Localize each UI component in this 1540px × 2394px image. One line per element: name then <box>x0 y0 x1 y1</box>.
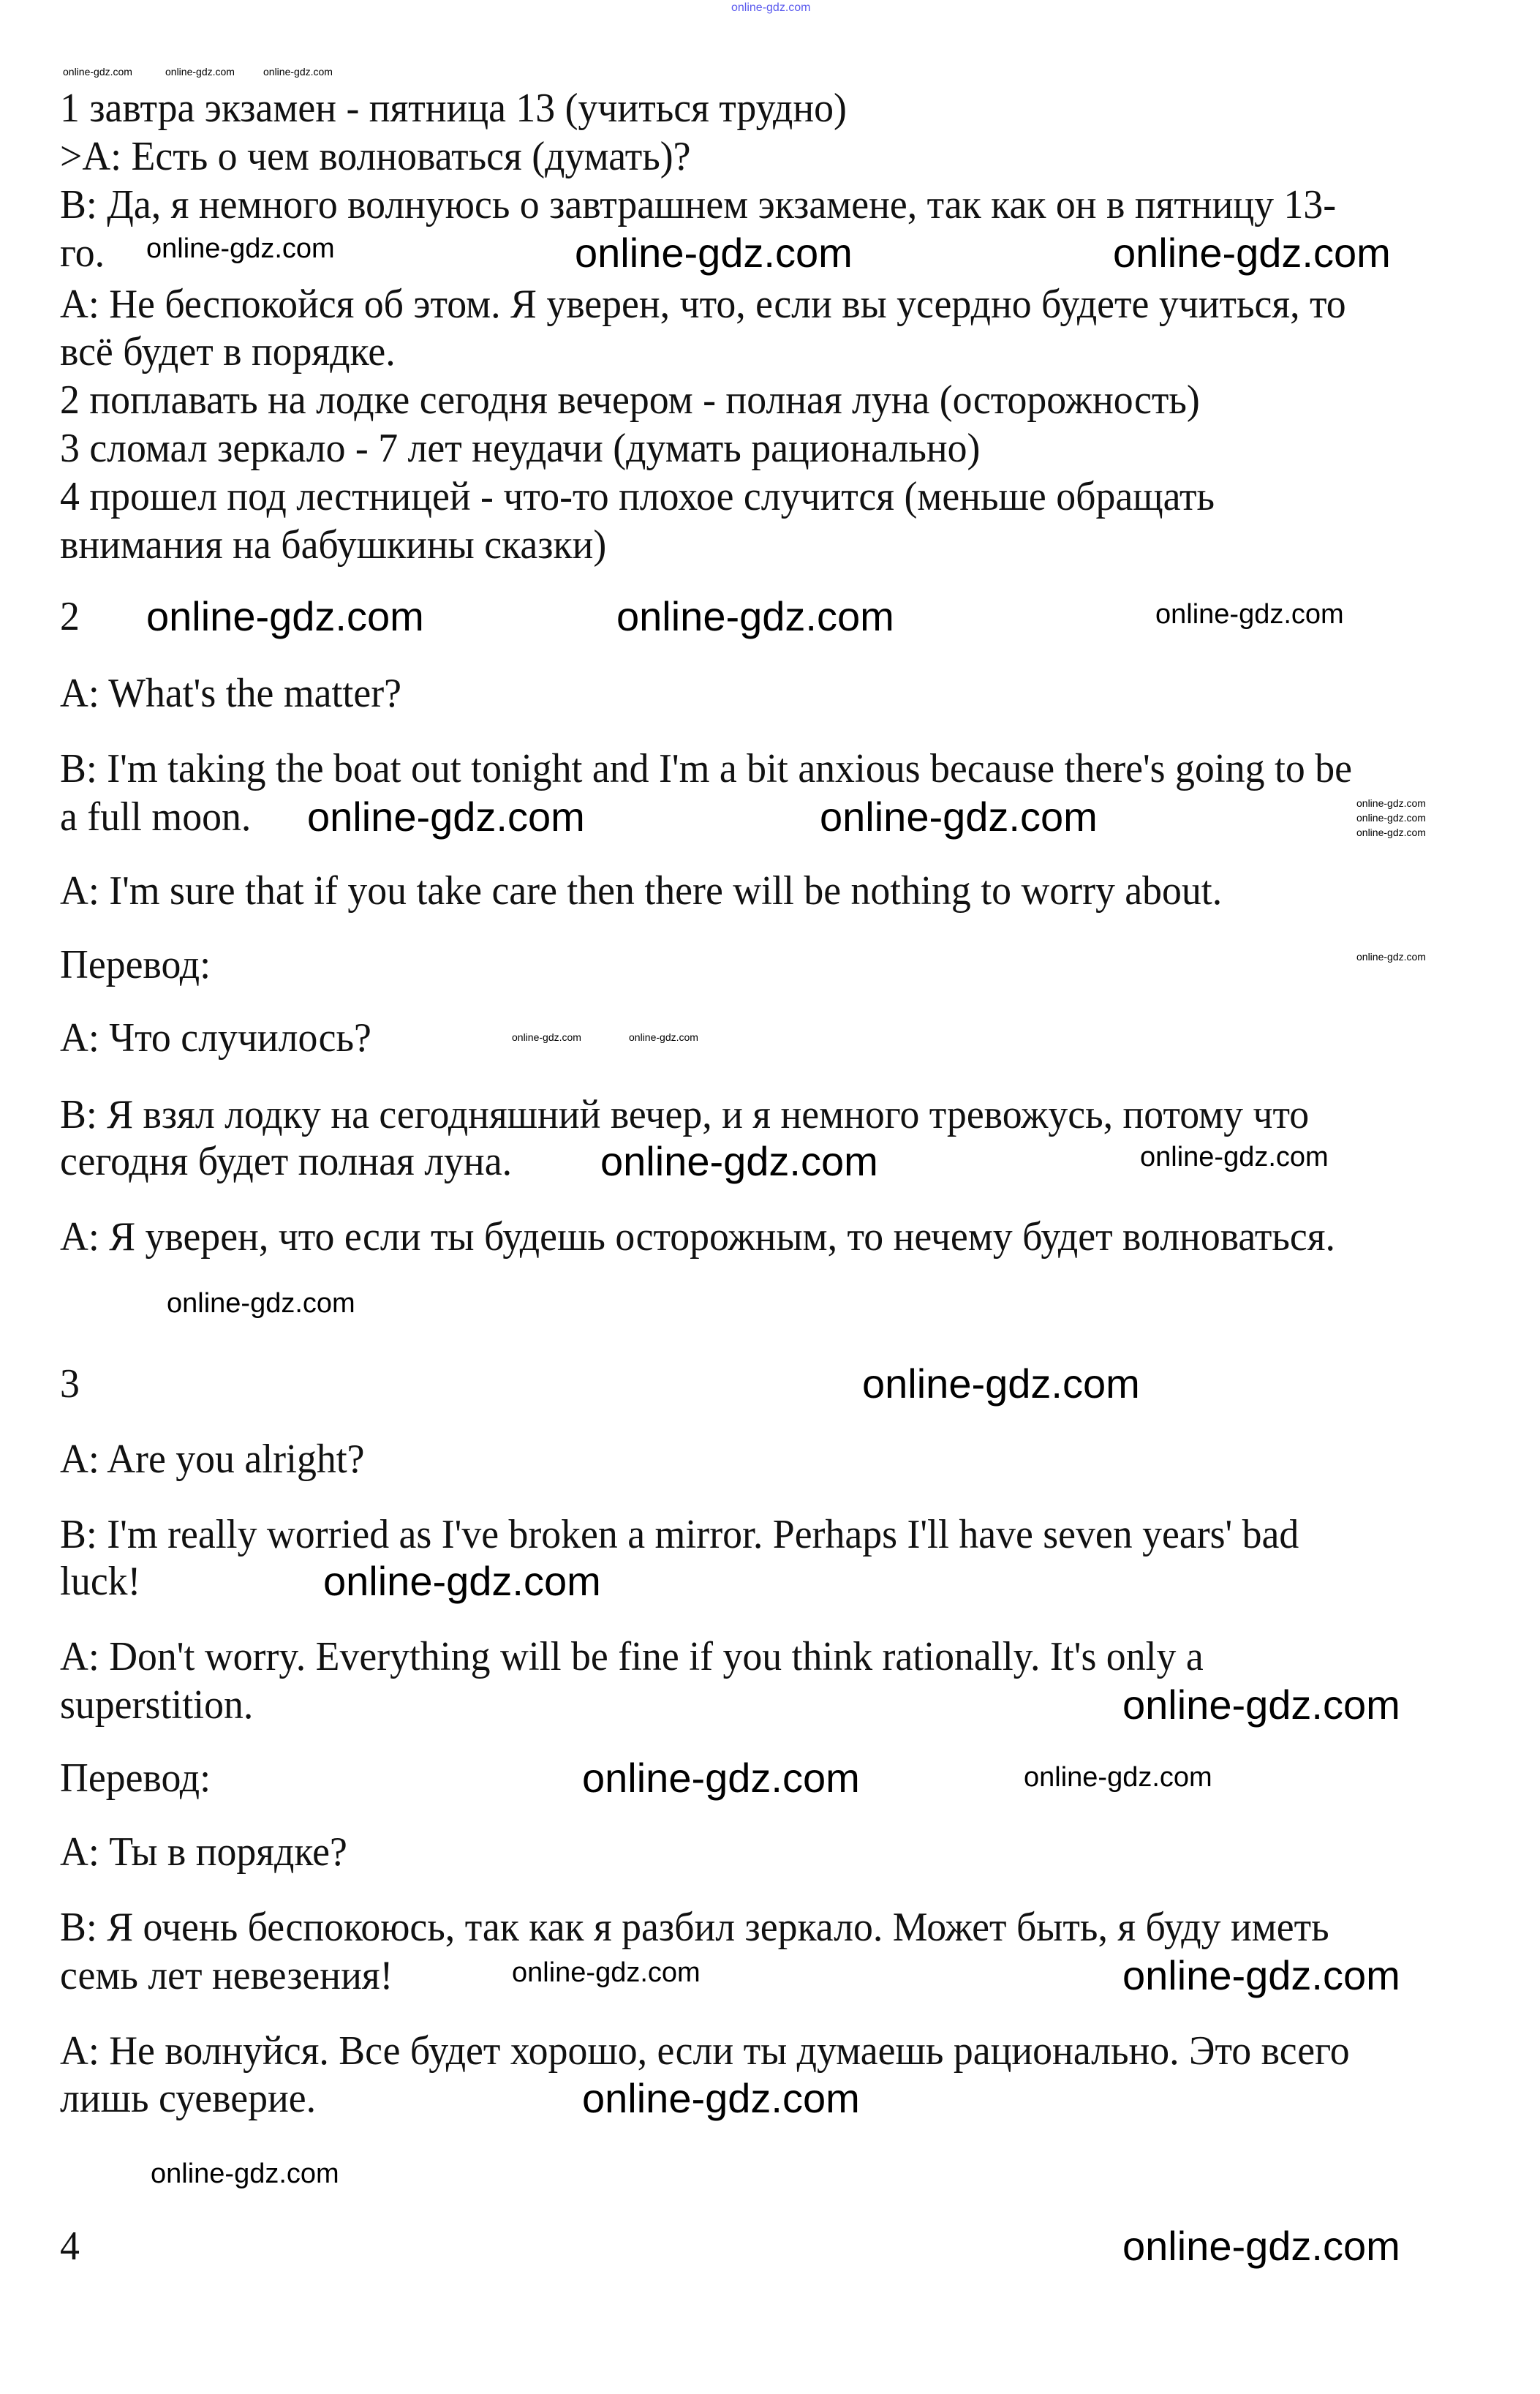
text-line: luck! <box>60 1559 141 1604</box>
text-line: Перевод: <box>60 1755 211 1801</box>
watermark: online-gdz.com <box>1140 1142 1329 1172</box>
text-line: внимания на бабушкины сказки) <box>60 522 607 568</box>
text-line: B: Я очень беспокоюсь, так как я разбил зеркало. Может быть, я буду иметь <box>60 1905 1329 1950</box>
text-line: 2 <box>60 594 80 639</box>
text-line: 4 прошел под лестницей - что-то плохое случится (меньше обращать <box>60 474 1215 519</box>
watermark: online-gdz.com <box>146 233 335 264</box>
watermark: online-gdz.com <box>1356 797 1426 809</box>
watermark: online-gdz.com <box>1113 230 1391 276</box>
text-line: A: Что случилось? <box>60 1015 371 1061</box>
text-line: семь лет невезения! <box>60 1953 393 1998</box>
watermark: online-gdz.com <box>1356 812 1426 824</box>
text-line: лишь суеверие. <box>60 2076 317 2121</box>
watermark: online-gdz.com <box>167 1288 355 1319</box>
text-line: B: Я взял лодку на сегодняшний вечер, и я немного тревожусь, потому что <box>60 1092 1310 1137</box>
watermark: online-gdz.com <box>165 66 235 78</box>
text-line: B: I'm really worried as I've broken a mirror. Perhaps I'll have seven years' bad <box>60 1512 1299 1557</box>
watermark: online-gdz.com <box>1356 827 1426 838</box>
text-line: всё будет в порядке. <box>60 329 396 374</box>
watermark: online-gdz.com <box>512 1031 581 1043</box>
text-line: 2 поплавать на лодке сегодня вечером - полная луна (осторожность) <box>60 377 1200 423</box>
text-line: 3 сломал зеркало - 7 лет неудачи (думать рационально) <box>60 426 981 471</box>
text-line: B: Да, я немного волнуюсь о завтрашнем экзамене, так как он в пятницу 13- <box>60 182 1337 227</box>
watermark: online-gdz.com <box>1024 1762 1212 1793</box>
watermark: online-gdz.com <box>63 66 132 78</box>
text-line: сегодня будет полная луна. <box>60 1139 513 1184</box>
watermark: online-gdz.com <box>146 593 424 639</box>
text-line: B: I'm taking the boat out tonight and I'm a bit anxious because there's going to be <box>60 746 1352 791</box>
text-line: A: Не волнуйся. Все будет хорошо, если ты думаешь рационально. Это всего <box>60 2028 1350 2074</box>
text-line: A: Are you alright? <box>60 1437 365 1482</box>
watermark: online-gdz.com <box>1122 1682 1400 1728</box>
text-line: a full moon. <box>60 794 252 840</box>
watermark: online-gdz.com <box>582 1755 860 1801</box>
watermark: online-gdz.com <box>307 794 585 840</box>
text-line: Перевод: <box>60 942 211 987</box>
watermark: online-gdz.com <box>600 1138 878 1184</box>
text-line: A: Don't worry. Everything will be fine if you think rationally. It's only a <box>60 1634 1204 1679</box>
watermark: online-gdz.com <box>820 794 1098 840</box>
watermark: online-gdz.com <box>263 66 333 78</box>
text-line: superstition. <box>60 1682 254 1728</box>
text-line: A: What's the matter? <box>60 671 401 716</box>
text-line: 3 <box>60 1361 80 1407</box>
watermark: online-gdz.com <box>1155 599 1344 630</box>
text-line: >A: Есть о чем волноваться (думать)? <box>60 134 691 179</box>
text-line: A: Ты в порядке? <box>60 1829 347 1875</box>
watermark: online-gdz.com <box>323 1558 601 1604</box>
watermark: online-gdz.com <box>1122 1952 1400 1998</box>
watermark: online-gdz.com <box>1356 951 1426 963</box>
watermark: online-gdz.com <box>629 1031 698 1043</box>
watermark: online-gdz.com <box>575 230 853 276</box>
watermark: online-gdz.com <box>616 593 894 639</box>
text-line: го. <box>60 230 105 276</box>
text-line: A: I'm sure that if you take care then there will be nothing to worry about. <box>60 868 1223 914</box>
text-line: A: Не беспокойся об этом. Я уверен, что, если вы усердно будете учиться, то <box>60 282 1346 327</box>
watermark: online-gdz.com <box>862 1360 1140 1407</box>
text-line: A: Я уверен, что если ты будешь осторожным, то нечему будет волноваться. <box>60 1214 1335 1260</box>
text-line: 4 <box>60 2224 80 2269</box>
watermark: online-gdz.com <box>151 2158 339 2189</box>
watermark: online-gdz.com <box>512 1957 701 1988</box>
header-watermark: online-gdz.com <box>731 1 811 14</box>
watermark: online-gdz.com <box>582 2075 860 2121</box>
watermark: online-gdz.com <box>1122 2223 1400 2269</box>
text-line: 1 завтра экзамен - пятница 13 (учиться трудно) <box>60 86 847 131</box>
